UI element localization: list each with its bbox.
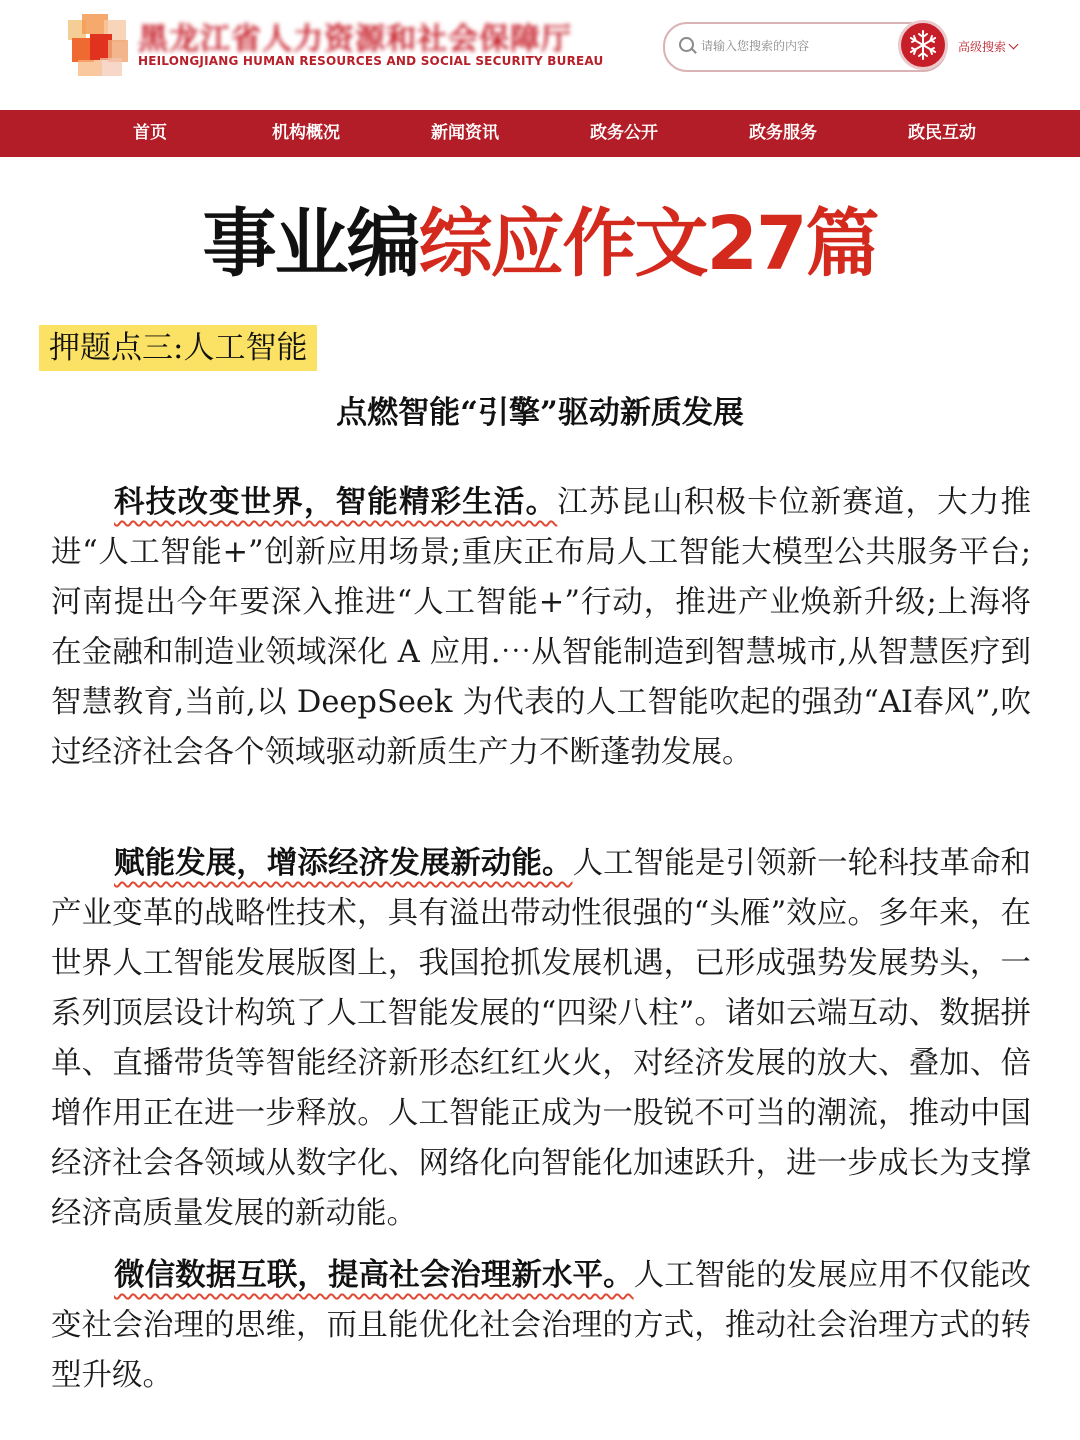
advanced-search-label: 高级搜索 — [958, 40, 1007, 54]
paragraph-body: 人工智能是引领新一轮科技革命和产业变革的战略性技术，具有溢出带动性很强的“头雁”效应。多年来，在世界人工智能发展版图上，我国抢抓发展机遇，已形成强势发展势头，一系列顶层设计构筑了人工智能发展的“四梁八柱”。诸如云端互动、数据拼单、直播带货等智能经济新形态红红火火，对经济发展的放大、叠加、倍增作用正在进一步释放。人工智能正成为一股锐不可当的潮流，推动中国经济社会各领域从数字化、网络化向智能化加速跃升，进一步成长为支撑经济高质量发展的新动能。 — [51, 846, 1032, 1231]
essay-paragraph — [51, 838, 1031, 1239]
search-icon — [679, 37, 694, 52]
site-header — [0, 0, 1080, 110]
topic-tag: 押题点三:人工智能 — [39, 325, 317, 371]
essay-title: 点燃智能“引擎”驱动新质发展 — [336, 395, 744, 431]
nav-item-public-affairs[interactable]: 政务公开 — [590, 123, 658, 143]
paragraph-body: 人工智能的发展应用不仅能改变社会治理的思维，而且能优化社会治理的方式，推动社会治理方式的转型升级。 — [51, 1258, 1031, 1393]
banner-title-black: 事业编 — [202, 201, 419, 287]
nav-item-news[interactable]: 新闻资讯 — [431, 123, 499, 143]
nav-item-interaction[interactable]: 政民互动 — [908, 123, 976, 143]
snowflake-icon — [901, 23, 945, 67]
banner-title-red: 综应作文27篇 — [418, 201, 878, 287]
site-logo[interactable] — [68, 14, 132, 78]
paragraph-lead: 微信数据互联，提高社会治理新水平。 — [114, 1257, 634, 1293]
nav-item-about[interactable]: 机构概况 — [272, 123, 340, 143]
advanced-search-link[interactable] — [958, 38, 1017, 55]
paragraph-body: 江苏昆山积极卡位新赛道，大力推进“人工智能+”创新应用场景;重庆正布局人工智能大模型公共服务平台;河南提出今年要深入推进“人工智能+”行动，推进产业焕新升级;上海将在金融和制造业领域深化 A 应用.⋯从智能制造到智慧城市,从智慧医疗到智慧教育,当前,以 DeepSeek 为代表的人工智能吹起的强劲“AI春风”,吹过经济社会各个领域驱动新质生产力不断蓬勃发展。 — [51, 485, 1031, 770]
search-button[interactable] — [898, 20, 948, 70]
main-nav — [0, 110, 1080, 157]
paragraph-lead: 科技改变世界，智能精彩生活。 — [114, 484, 558, 520]
site-title-cn: 黑龙江省人力资源和社会保障厅 — [138, 22, 572, 57]
site-title-en: HEILONGJIANG HUMAN RESOURCES AND SOCIAL SECURITY BUREAU — [138, 54, 604, 68]
banner-title — [0, 194, 1080, 294]
essay-paragraph — [51, 1250, 1031, 1401]
essay-paragraph — [51, 477, 1031, 778]
search-input[interactable] — [701, 36, 891, 56]
nav-item-home[interactable]: 首页 — [133, 123, 167, 143]
nav-item-services[interactable]: 政务服务 — [749, 123, 817, 143]
chevron-down-icon — [1009, 40, 1019, 50]
paragraph-lead: 赋能发展，增添经济发展新动能。 — [114, 845, 573, 881]
